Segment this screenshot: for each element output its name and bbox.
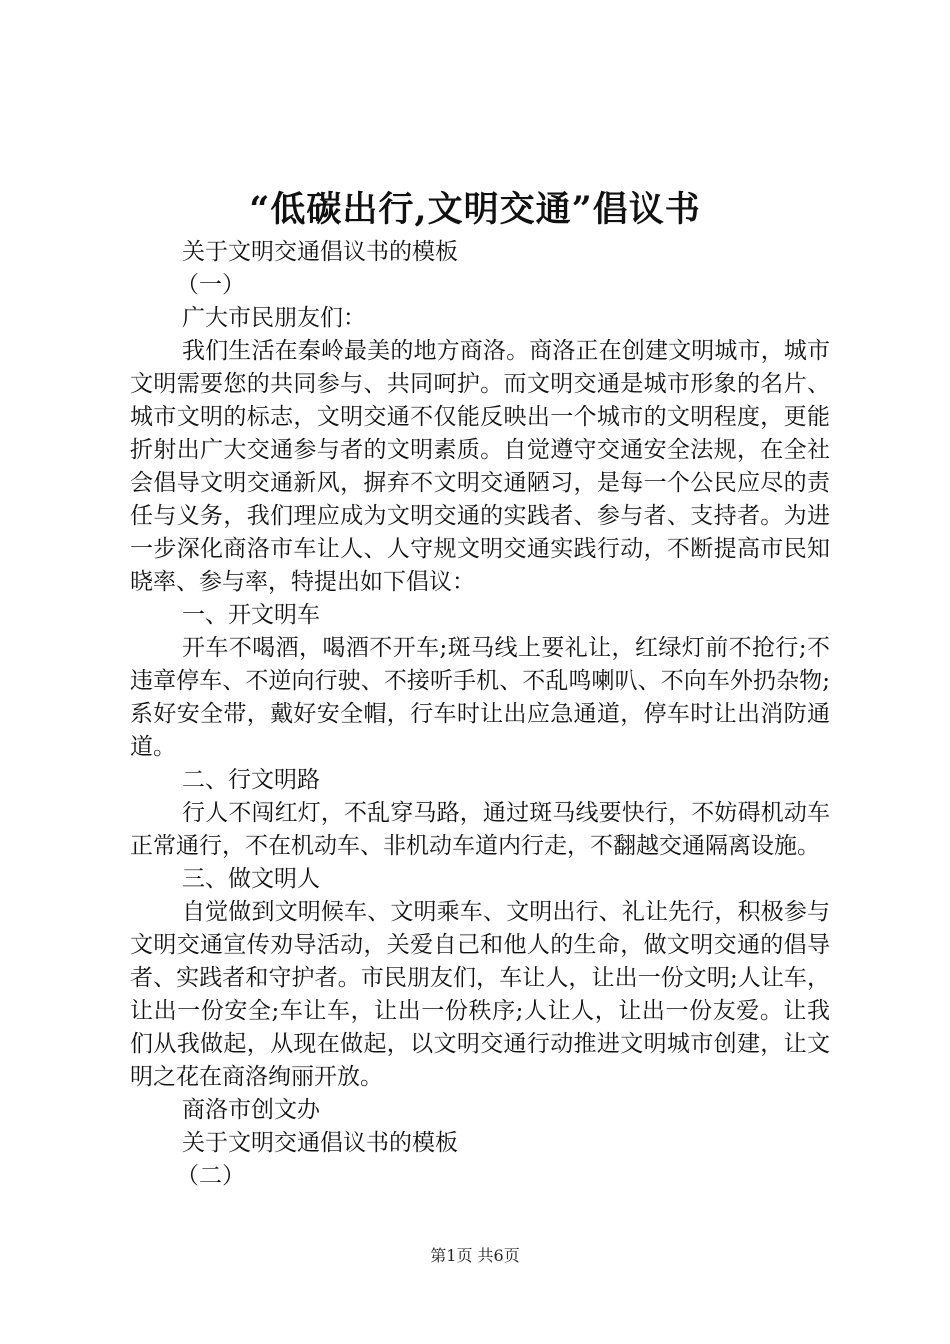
salutation: 广大市民朋友们： bbox=[182, 305, 366, 331]
section-1-heading: 一、开文明车 bbox=[182, 602, 320, 628]
page-footer: 第1页 共6页 bbox=[430, 1246, 520, 1265]
section-3-paragraph: 自觉做到文明候车、文明乘车、文明出行、礼让先行，积极参与文明交通宣传劝导活动，关爱自己和他人的生命，做文明交通的倡导者、实践者和守护者。市民朋友们，车让人，让出一份文明;人让车，让出一份安全;车让车，让出一份秩序;人让人，让出一份友爱。让我们从我做起，从现在做起，以文明交通行动推进文明城市创建，让文明之花在商洛绚丽开放。 bbox=[130, 899, 830, 1090]
section-2-heading: 二、行文明路 bbox=[182, 767, 320, 793]
document-body bbox=[130, 236, 830, 1193]
section-2-paragraph: 行人不闯红灯，不乱穿马路，通过斑马线要快行，不妨碍机动车正常通行，不在机动车、非机动车道内行走，不翻越交通隔离设施。 bbox=[130, 800, 830, 859]
document-title: “低碳出行,文明交通”倡议书 bbox=[249, 189, 701, 230]
section-1-paragraph: 开车不喝酒，喝酒不开车;斑马线上要礼让，红绿灯前不抢行;不违章停车、不逆向行驶、不接听手机、不乱鸣喇叭、不向车外扔杂物;系好安全带，戴好安全帽，行车时让出应急通道，停车时让出消防通道。 bbox=[130, 635, 830, 760]
template-subtitle-2: 关于文明交通倡议书的模板 bbox=[182, 1130, 458, 1156]
part-label-1: （一） bbox=[176, 272, 245, 298]
template-subtitle-1: 关于文明交通倡议书的模板 bbox=[182, 239, 458, 265]
intro-paragraph: 我们生活在秦岭最美的地方商洛。商洛正在创建文明城市，城市文明需要您的共同参与、共同呵护。而文明交通是城市形象的名片、城市文明的标志，文明交通不仅能反映出一个城市的文明程度，更能折射出广大交通参与者的文明素质。自觉遵守交通安全法规，在全社会倡导文明交通新风，摒弃不文明交通陋习，是每一个公民应尽的责任与义务，我们理应成为文明交通的实践者、参与者、支持者。为进一步深化商洛市车让人、人守规文明交通实践行动，不断提高市民知晓率、参与率，特提出如下倡议： bbox=[130, 338, 830, 595]
signature: 商洛市创文办 bbox=[182, 1097, 320, 1123]
part-label-2: （二） bbox=[176, 1163, 245, 1189]
section-3-heading: 三、做文明人 bbox=[182, 866, 320, 892]
